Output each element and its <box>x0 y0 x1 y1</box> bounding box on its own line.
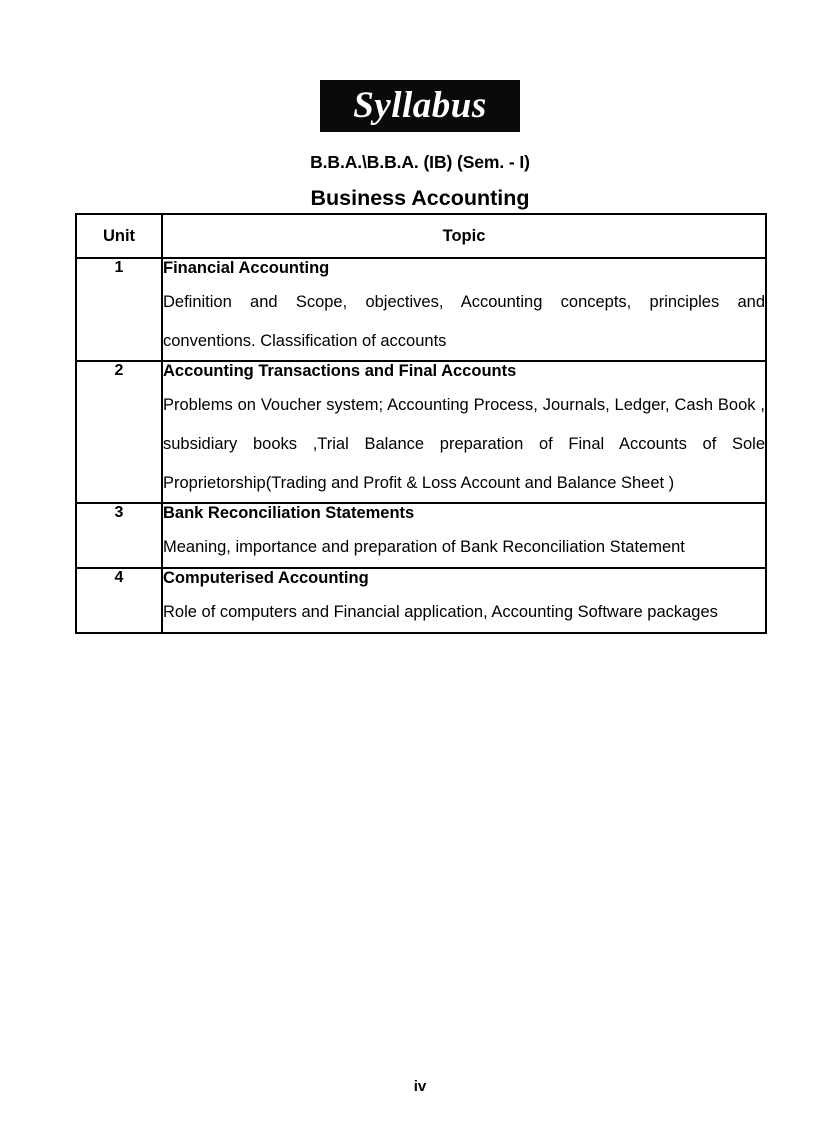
page-title: Business Accounting <box>310 186 530 210</box>
syllabus-table <box>75 213 767 634</box>
topic-heading: Accounting Transactions and Final Accounts <box>163 362 517 381</box>
page-number: iv <box>413 1078 427 1095</box>
unit-number: 1 <box>76 258 162 361</box>
unit-number: 2 <box>76 361 162 503</box>
topic-cell <box>162 258 766 361</box>
unit-number: 4 <box>76 568 162 633</box>
topic-description: Role of computers and Financial application, Accounting Software packages <box>163 602 718 621</box>
course-code-heading: B.B.A.\B.B.A. (IB) (Sem. - I) <box>310 152 530 172</box>
table-body <box>76 258 766 633</box>
topic-description: Definition and Scope, objectives, Accounting concepts, principles and conventions. Classification of accounts <box>163 292 765 350</box>
page-title-banner: Syllabus <box>320 80 520 132</box>
column-header-topic: Topic <box>162 214 766 258</box>
column-header-unit: Unit <box>76 214 162 258</box>
table-header <box>76 214 766 258</box>
topic-cell <box>162 361 766 503</box>
topic-heading: Computerised Accounting <box>163 568 369 587</box>
topic-description: Problems on Voucher system; Accounting Process, Journals, Ledger, Cash Book , subsidiary books ,Trial Balance preparation of Final Accounts of Sole Proprietorship(Trading and Profit & Loss Account and Balance Sheet ) <box>163 396 765 492</box>
table-row <box>76 361 766 503</box>
topic-heading: Financial Accounting <box>163 259 330 277</box>
table-row <box>76 258 766 361</box>
table-row <box>76 568 766 633</box>
topic-cell <box>162 503 766 568</box>
topic-heading: Bank Reconciliation Statements <box>163 504 415 523</box>
table-row <box>76 503 766 568</box>
title-banner-container <box>0 80 840 132</box>
topic-cell <box>162 568 766 633</box>
topic-description: Meaning, importance and preparation of Bank Reconciliation Statement <box>163 538 685 557</box>
unit-number: 3 <box>76 503 162 568</box>
table-header-row <box>76 214 766 258</box>
